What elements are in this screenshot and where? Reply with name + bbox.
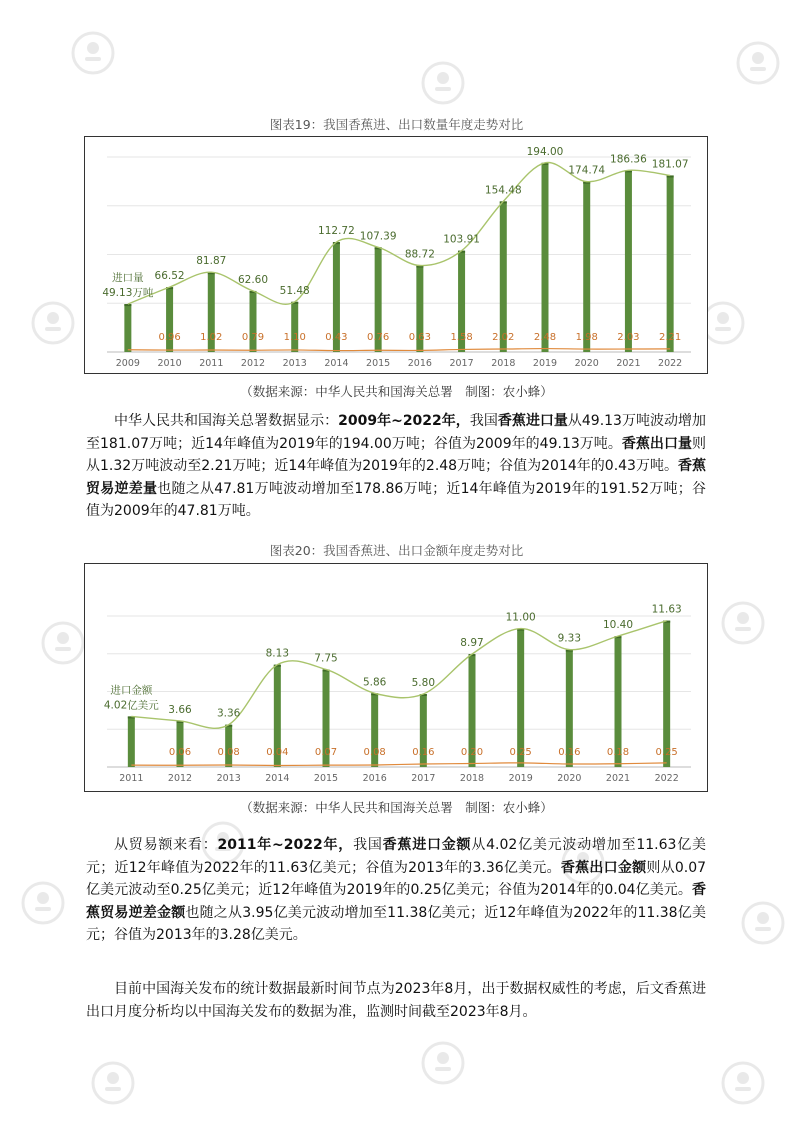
import-data-label (238, 274, 268, 286)
export-data-label: 2.48 (533, 332, 557, 343)
export-data-label: 0.18 (606, 747, 630, 758)
watermark-logo (740, 900, 786, 950)
paragraph-segment: 从贸易额来看： (114, 837, 218, 853)
import-data-label-line: 7.75 (314, 652, 338, 665)
paragraph-segment: 香蕉贸易逆差量 (86, 458, 707, 497)
paragraph-segment: 则从0.07亿美元波动至0.25亿美元；近12年峰值为2019年的0.25亿美元；谷值为2014年的0.04亿美元。 (86, 859, 707, 898)
import-data-label (568, 165, 605, 177)
paragraph-volume-summary (86, 410, 706, 523)
import-data-label-line: 66.52 (154, 270, 185, 283)
x-tick-label: 2011 (119, 773, 144, 784)
import-data-label (104, 683, 159, 711)
import-bar (542, 163, 549, 352)
paragraph-segment: 我国 (469, 413, 498, 429)
figure19-title: 图表19：我国香蕉进、出口数量年度走势对比 (269, 117, 524, 132)
import-data-label (405, 248, 435, 260)
export-data-label: 1.98 (575, 332, 598, 343)
import-data-label (314, 652, 337, 664)
export-data-label: 0.08 (217, 747, 240, 758)
import-bar (124, 304, 131, 352)
x-tick-label: 2011 (199, 358, 224, 369)
import-data-label-line: 3.66 (168, 703, 192, 716)
paragraph-segment: 则从1.32万吨波动至2.21万吨；近14年峰值为2019年的2.48万吨；谷值为2014年的0.43万吨。 (86, 435, 707, 474)
import-data-label-line: 10.40 (602, 619, 634, 632)
import-bar-cap (124, 304, 131, 306)
export-data-label: 0.20 (460, 747, 484, 758)
watermark-logo (40, 620, 86, 670)
export-data-label: 1.10 (283, 332, 306, 343)
export-data-label: 0.06 (168, 747, 192, 758)
watermark-logo (420, 60, 466, 110)
x-tick-label: 2017 (411, 773, 436, 784)
import-data-label (363, 676, 387, 688)
import-data-label-line: 103.91 (443, 233, 480, 246)
paragraph-segment: 2009年~2022年， (338, 413, 470, 429)
paragraph-segment: 2011年~2022年， (217, 837, 354, 853)
import-trend-line (131, 621, 666, 729)
import-bar (663, 621, 670, 767)
import-data-label-line: 112.72 (318, 225, 355, 238)
x-tick-label: 2015 (366, 358, 391, 369)
x-tick-label: 2012 (240, 358, 266, 369)
import-data-label-line: 9.33 (557, 632, 582, 645)
import-data-label-line: 5.80 (411, 677, 436, 690)
paragraph-segment: 从49.13万吨波动增加至181.07万吨；近14年峰值为2019年的194.00万吨；谷值为2009年的49.13万吨。 (86, 413, 707, 452)
figure19-source: （数据来源：中华人民共和国海关总署 制图：农小蜂） (240, 384, 553, 399)
export-data-label: 1.02 (200, 332, 223, 343)
import-data-label-line: 进口金额 (110, 684, 153, 697)
paragraph-segment: 香蕉贸易逆差金额 (86, 882, 706, 921)
import-data-label (485, 184, 522, 196)
import-data-label-line: 进口量 (112, 272, 144, 285)
x-tick-label: 2020 (574, 358, 599, 369)
import-bar (291, 302, 298, 352)
x-tick-label: 2014 (265, 773, 290, 784)
import-data-label (168, 704, 192, 716)
import-data-label-line: 194.00 (526, 145, 564, 158)
import-data-label-line: 8.13 (265, 647, 290, 660)
import-data-label-line: 181.07 (651, 158, 689, 171)
export-data-label: 0.08 (363, 747, 386, 758)
import-data-label-line: 107.39 (359, 230, 397, 243)
x-tick-label: 2010 (157, 358, 182, 369)
import-data-label-line: 4.02亿美元 (103, 699, 159, 712)
paragraph-segment: 从4.02亿美元波动增加至11.63亿美元；近12年峰值为2022年的11.63亿美元；谷值为2013年的3.36亿美元。 (86, 837, 706, 876)
x-tick-label: 2020 (557, 773, 582, 784)
import-data-label (460, 637, 483, 649)
chart-import-export-value (84, 563, 708, 792)
export-data-label: 2.02 (492, 332, 515, 343)
import-data-label-line: 51.48 (279, 284, 310, 297)
watermark-logo (70, 30, 116, 80)
watermark-logo (720, 1060, 766, 1110)
watermark-logo (735, 40, 781, 90)
import-data-label (506, 612, 536, 624)
import-data-label-line: 174.74 (568, 164, 606, 177)
watermark-logo (90, 1060, 136, 1110)
import-data-label-line: 62.60 (237, 273, 269, 286)
import-data-label (360, 230, 397, 242)
x-tick-label: 2018 (491, 358, 516, 369)
export-data-label: 0.76 (367, 332, 390, 343)
export-data-label: 0.25 (509, 747, 532, 758)
import-bar (667, 175, 674, 352)
x-tick-label: 2013 (216, 773, 241, 784)
paragraph-segment: 香蕉进口金额 (382, 837, 472, 853)
import-bar (177, 721, 184, 767)
export-data-label: 0.16 (558, 747, 581, 758)
import-data-label-line: 154.48 (484, 184, 522, 197)
x-tick-label: 2012 (167, 773, 193, 784)
import-bar (625, 170, 632, 352)
import-data-label (280, 285, 310, 297)
import-data-label-line: 8.97 (460, 637, 484, 650)
import-data-label (558, 633, 581, 645)
import-data-label (603, 619, 633, 631)
import-bar (225, 725, 232, 767)
x-tick-label: 2009 (115, 358, 140, 369)
export-data-label: 1.58 (450, 332, 473, 343)
x-tick-label: 2016 (362, 773, 387, 784)
export-data-label: 0.43 (325, 332, 348, 343)
paragraph-value-summary (86, 834, 706, 947)
figure20-title: 图表20：我国香蕉进、出口金额年度走势对比 (269, 543, 524, 558)
export-data-label: 0.25 (655, 747, 678, 758)
watermark-logo (720, 600, 766, 650)
figure20-source: （数据来源：中华人民共和国海关总署 制图：农小蜂） (240, 800, 553, 815)
x-tick-label: 2014 (324, 358, 349, 369)
watermark-logo (30, 300, 76, 350)
export-data-label: 0.63 (408, 332, 431, 343)
x-tick-label: 2018 (459, 773, 485, 784)
export-data-label: 0.96 (158, 332, 181, 343)
watermark-logo (20, 880, 66, 930)
paragraph-segment: 香蕉出口量 (621, 435, 693, 452)
import-data-label (412, 677, 435, 689)
x-tick-label: 2021 (605, 773, 631, 784)
export-data-label: 0.04 (266, 747, 289, 758)
import-data-label-line: 11.63 (651, 603, 682, 616)
x-tick-label: 2015 (313, 773, 339, 784)
import-bar (583, 182, 590, 352)
paragraph-segment: 中华人民共和国海关总署数据显示： (114, 413, 339, 429)
paragraph-segment: 也随之从47.81万吨波动增加至178.86万吨；近14年峰值为2019年的191.52万吨；谷值为2009年的47.81万吨。 (86, 480, 706, 519)
x-tick-label: 2013 (282, 358, 307, 369)
import-data-label-line: 5.86 (362, 676, 387, 689)
import-data-label (443, 234, 480, 246)
chart1-svg (85, 137, 706, 372)
export-data-label: 2.03 (617, 332, 640, 343)
import-data-label (217, 708, 241, 720)
watermark-logo (420, 1040, 466, 1090)
import-data-label-line: 3.36 (216, 707, 241, 720)
export-trend-line (131, 763, 666, 766)
import-data-label (527, 146, 564, 158)
paragraph-segment: 我国 (353, 837, 383, 853)
import-data-label-line: 88.72 (404, 248, 435, 261)
x-tick-label: 2017 (449, 358, 474, 369)
export-data-label: 2.21 (659, 332, 682, 343)
import-data-label (318, 225, 355, 237)
export-data-label: 0.16 (412, 747, 435, 758)
x-tick-label: 2019 (532, 358, 558, 369)
import-data-label (652, 604, 682, 616)
import-data-label-line: 81.87 (196, 255, 227, 268)
x-tick-label: 2016 (407, 358, 432, 369)
import-data-label (652, 158, 689, 170)
chart-import-export-volume (84, 136, 708, 374)
x-tick-label: 2022 (654, 773, 679, 784)
import-data-label (196, 255, 226, 267)
export-data-label: 0.79 (241, 332, 265, 343)
import-data-label (155, 270, 185, 282)
import-data-label (266, 648, 289, 660)
x-tick-label: 2019 (508, 773, 533, 784)
import-data-label-line: 186.36 (610, 153, 647, 166)
paragraph-segment: 也随之从3.95亿美元波动增加至11.38亿美元；近12年峰值为2022年的11.38亿美元；谷值为2013年的3.28亿美元。 (86, 904, 706, 943)
paragraph-data-note: 目前中国海关发布的统计数据最新时间节点为2023年8月，出于数据权威性的考虑，后文香蕉进出口月度分析均以中国海关发布的数据为准，监测时间截至2023年8月。 (86, 981, 706, 1020)
x-tick-label: 2021 (616, 358, 641, 369)
x-tick-label: 2022 (658, 358, 683, 369)
import-data-label-line: 49.13万吨 (102, 287, 154, 300)
paragraph-segment: 香蕉进口量 (497, 413, 568, 429)
export-data-label: 0.07 (314, 747, 338, 758)
import-data-label (610, 153, 647, 165)
chart2-svg (85, 564, 706, 790)
import-data-label (102, 271, 154, 299)
paragraph-segment: 香蕉出口金额 (560, 859, 647, 876)
import-bar (128, 716, 135, 767)
import-data-label-line: 11.00 (505, 611, 536, 624)
import-bar (500, 201, 507, 352)
